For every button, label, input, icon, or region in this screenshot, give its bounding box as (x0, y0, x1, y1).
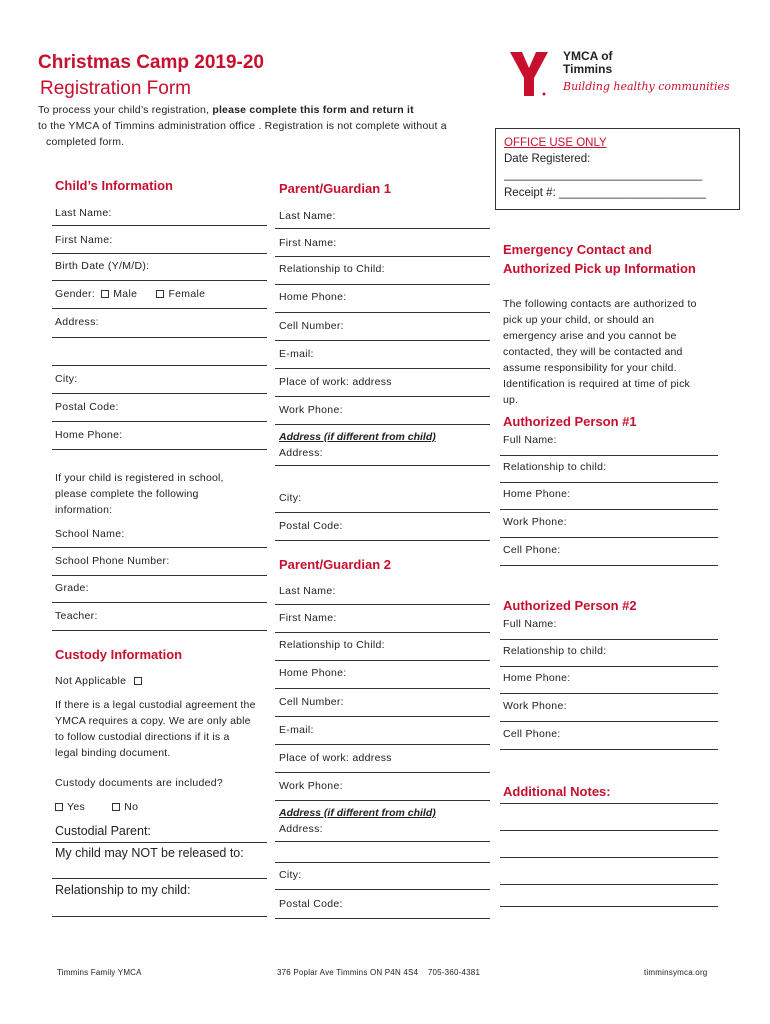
g1-city-label: City: (279, 492, 302, 504)
g2-relationship-field[interactable] (275, 660, 490, 661)
child-city-label: City: (55, 373, 78, 385)
custody-no-checkbox[interactable] (112, 803, 120, 811)
custody-yes-label: Yes (67, 801, 86, 813)
p1-work-phone-label: Work Phone: (503, 516, 567, 528)
g2-first-name-field[interactable] (275, 632, 490, 633)
not-released-field[interactable] (52, 878, 267, 879)
g1-cell-field[interactable] (275, 340, 490, 341)
guardian2-heading: Parent/Guardian 2 (279, 557, 391, 572)
date-registered-field[interactable]: _______________________________ (504, 169, 703, 181)
g1-first-name-field[interactable] (275, 256, 490, 257)
receipt-field[interactable]: Receipt #: _______________________ (504, 187, 707, 199)
p1-full-name-label: Full Name: (503, 434, 557, 446)
p2-full-name-field[interactable] (500, 639, 718, 640)
grade-label: Grade: (55, 582, 89, 594)
p2-home-phone-label: Home Phone: (503, 672, 571, 684)
school-name-label: School Name: (55, 528, 125, 540)
not-applicable-label: Not Applicable (55, 675, 127, 687)
notes-field-line1[interactable] (500, 803, 718, 804)
office-use-box (495, 128, 740, 210)
g1-city-field[interactable] (275, 512, 490, 513)
child-home-phone-label: Home Phone: (55, 429, 123, 441)
notes-field-line2[interactable] (500, 830, 718, 831)
p2-full-name-label: Full Name: (503, 618, 557, 630)
p2-cell-label: Cell Phone: (503, 728, 561, 740)
intro-text (38, 102, 488, 150)
g1-work-address-field[interactable] (275, 396, 490, 397)
p2-cell-field[interactable] (500, 749, 718, 750)
page-title: Christmas Camp 2019-20 (38, 52, 264, 73)
teacher-label: Teacher: (55, 610, 98, 622)
guardian1-heading: Parent/Guardian 1 (279, 181, 391, 196)
footer-center: 376 Poplar Ave Timmins ON P4N 4S4 705-360-4381 (277, 968, 481, 977)
g1-home-phone-label: Home Phone: (279, 291, 347, 303)
g2-address-diff-label: Address (if different from child) (279, 807, 436, 819)
custody-docs-label: Custody documents are included? (55, 777, 224, 789)
child-info-heading: Child’s Information (55, 178, 173, 193)
custody-para-line3: to follow custodial directions if it is a (55, 731, 230, 743)
g1-postal-field[interactable] (275, 540, 490, 541)
intro-line2: to the YMCA of Timmins administration office . Registration is not complete without a (38, 120, 447, 132)
g2-cell-label: Cell Number: (279, 696, 344, 708)
g2-work-address-label: Place of work: address (279, 752, 392, 764)
child-address-label: Address: (55, 316, 99, 328)
emergency-p6: Identification is required at time of pick (503, 378, 690, 390)
custody-docs-options (55, 801, 138, 813)
school-intro-line1: If your child is registered in school, (55, 472, 224, 484)
emergency-heading (503, 240, 696, 278)
custody-paragraph (55, 697, 256, 761)
child-postal-field[interactable] (52, 421, 267, 422)
intro-line1-bold: please complete this form and return it (212, 104, 414, 116)
child-last-name-field[interactable] (52, 225, 267, 226)
logo-name-line2: Timmins (563, 62, 613, 76)
g1-relationship-field[interactable] (275, 284, 490, 285)
gender-male-checkbox[interactable] (101, 290, 109, 298)
g2-address-field[interactable] (275, 841, 490, 842)
p2-relationship-field[interactable] (500, 666, 718, 667)
office-title: OFFICE USE ONLY (504, 137, 607, 149)
person2-heading: Authorized Person #2 (503, 598, 637, 613)
g2-home-phone-field[interactable] (275, 688, 490, 689)
custodial-parent-label: Custodial Parent: (55, 824, 151, 838)
emergency-heading-line1: Emergency Contact and (503, 242, 652, 257)
notes-field-line3[interactable] (500, 857, 718, 858)
p1-home-phone-label: Home Phone: (503, 488, 571, 500)
p2-work-phone-label: Work Phone: (503, 700, 567, 712)
relationship-to-child-field[interactable] (52, 916, 267, 917)
custody-para-line4: legal binding document. (55, 747, 171, 759)
g1-email-label: E-mail: (279, 348, 314, 360)
gender-label: Gender: (55, 288, 96, 300)
ymca-logo (508, 49, 730, 100)
school-phone-field[interactable] (52, 575, 267, 576)
custody-yes-checkbox[interactable] (55, 803, 63, 811)
custody-no-label: No (124, 801, 139, 813)
school-intro-line3: information: (55, 504, 113, 516)
g2-cell-field[interactable] (275, 716, 490, 717)
p1-cell-field[interactable] (500, 565, 718, 566)
intro-line1: To process your child’s registration, (38, 104, 213, 116)
g2-work-phone-label: Work Phone: (279, 780, 343, 792)
p1-work-phone-field[interactable] (500, 537, 718, 538)
emergency-p5: assume responsibility for your child. (503, 362, 677, 374)
custody-para-line2: YMCA requires a copy. We are only able (55, 715, 251, 727)
g1-postal-label: Postal Code: (279, 520, 343, 532)
child-last-name-label: Last Name: (55, 207, 112, 219)
g2-email-label: E-mail: (279, 724, 314, 736)
emergency-p4: contacted, they will be contacted and (503, 346, 683, 358)
child-first-name-label: First Name: (55, 234, 113, 246)
not-applicable-checkbox[interactable] (134, 677, 142, 685)
g2-home-phone-label: Home Phone: (279, 667, 347, 679)
p1-full-name-field[interactable] (500, 455, 718, 456)
notes-field-line4[interactable] (500, 884, 718, 885)
g1-last-name-field[interactable] (275, 228, 490, 229)
g2-city-field[interactable] (275, 889, 490, 890)
g2-relationship-label: Relationship to Child: (279, 639, 385, 651)
p2-relationship-label: Relationship to child: (503, 645, 607, 657)
g2-email-field[interactable] (275, 744, 490, 745)
g2-first-name-label: First Name: (279, 612, 337, 624)
g2-last-name-label: Last Name: (279, 585, 336, 597)
p1-relationship-field[interactable] (500, 482, 718, 483)
child-birth-date-label: Birth Date (Y/M/D): (55, 260, 150, 272)
emergency-p1: The following contacts are authorized to (503, 298, 697, 310)
p2-work-phone-field[interactable] (500, 721, 718, 722)
child-gender-line (52, 308, 267, 309)
g2-address-label: Address: (279, 823, 323, 835)
relationship-to-child-label: Relationship to my child: (55, 883, 191, 897)
child-city-field[interactable] (52, 393, 267, 394)
child-address-field-2[interactable] (52, 365, 267, 366)
gender-female-label: Female (168, 288, 206, 300)
p1-relationship-label: Relationship to child: (503, 461, 607, 473)
g2-last-name-field[interactable] (275, 604, 490, 605)
g1-email-field[interactable] (275, 368, 490, 369)
footer-right: timminsymca.org (644, 968, 708, 977)
teacher-field[interactable] (52, 630, 267, 631)
gender-male-label: Male (113, 288, 138, 300)
g1-address-label: Address: (279, 447, 323, 459)
g1-cell-label: Cell Number: (279, 320, 344, 332)
footer-left: Timmins Family YMCA (57, 968, 142, 977)
school-phone-label: School Phone Number: (55, 555, 170, 567)
g2-postal-label: Postal Code: (279, 898, 343, 910)
grade-field[interactable] (52, 602, 267, 603)
g1-last-name-label: Last Name: (279, 210, 336, 222)
page-subtitle: Registration Form (40, 78, 191, 99)
person1-heading: Authorized Person #1 (503, 414, 637, 429)
emergency-paragraph (503, 296, 697, 408)
p1-cell-label: Cell Phone: (503, 544, 561, 556)
school-intro (55, 470, 224, 518)
g1-relationship-label: Relationship to Child: (279, 263, 385, 275)
g2-work-phone-field[interactable] (275, 800, 490, 801)
custodial-parent-field[interactable] (52, 842, 267, 843)
g1-first-name-label: First Name: (279, 237, 337, 249)
child-gender-row (55, 288, 205, 300)
child-first-name-field[interactable] (52, 253, 267, 254)
gender-female-checkbox[interactable] (156, 290, 164, 298)
emergency-p3: emergency arise and you cannot be (503, 330, 677, 342)
emergency-heading-line2: Authorized Pick up Information (503, 261, 696, 276)
school-name-field[interactable] (52, 547, 267, 548)
child-birth-date-field[interactable] (52, 280, 267, 281)
not-applicable-row (55, 675, 146, 687)
g1-address-diff-label: Address (if different from child) (279, 431, 436, 443)
notes-field-line5[interactable] (500, 906, 718, 907)
emergency-p7: up. (503, 394, 519, 406)
ymca-y-icon (508, 50, 550, 98)
child-address-field[interactable] (52, 337, 267, 338)
logo-tagline: Building healthy communities (563, 80, 730, 93)
date-registered-label: Date Registered: (504, 153, 591, 165)
g2-city-label: City: (279, 869, 302, 881)
child-home-phone-field[interactable] (52, 449, 267, 450)
custody-heading: Custody Information (55, 647, 183, 662)
g1-home-phone-field[interactable] (275, 312, 490, 313)
intro-line3: completed form. (46, 136, 125, 148)
logo-name-line1: YMCA of (563, 49, 613, 63)
school-intro-line2: please complete the following (55, 488, 199, 500)
g1-work-phone-label: Work Phone: (279, 404, 343, 416)
child-postal-label: Postal Code: (55, 401, 119, 413)
custody-para-line1: If there is a legal custodial agreement the (55, 699, 256, 711)
g2-postal-field[interactable] (275, 918, 490, 919)
p2-home-phone-field[interactable] (500, 693, 718, 694)
g1-work-phone-field[interactable] (275, 424, 490, 425)
notes-heading: Additional Notes: (503, 784, 611, 799)
g2-work-address-field[interactable] (275, 772, 490, 773)
g1-work-address-label: Place of work: address (279, 376, 392, 388)
g1-address-field[interactable] (275, 465, 490, 466)
not-released-label: My child may NOT be released to: (55, 846, 244, 860)
g2-address-field-2[interactable] (275, 862, 490, 863)
emergency-p2: pick up your child, or should an (503, 314, 655, 326)
p1-home-phone-field[interactable] (500, 509, 718, 510)
